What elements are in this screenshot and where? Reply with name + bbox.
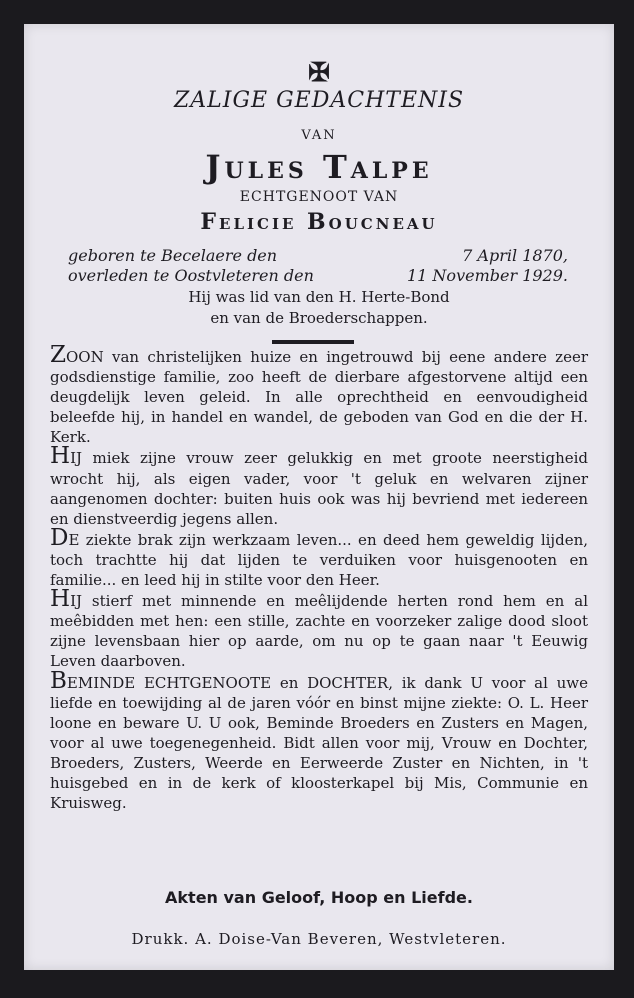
deceased-name: Jules Talpe: [205, 148, 433, 186]
drop-cap: Z: [50, 342, 66, 368]
paragraph: [50, 443, 588, 528]
death-date: 11 November 1929.: [406, 266, 568, 285]
paragraph-text: IJ miek zijne vrouw zeer gelukkig en met groote neerstigheid wrocht hij, als eigen vader, voor 't geluk en welvaren zijner aangenomen dochter: buiten huis ook was hij bevriend met iedereen en dienstveerdig jegens allen.: [50, 449, 588, 528]
paragraph-text: E ziekte brak zijn werkzaam leven... en deed hem geweldig lijden, toch trachtte hij dat lijden te verduiken voor huisgenooten en familie... en leed hij in stilte voor den Heer.: [50, 530, 588, 590]
paragraph: [50, 524, 588, 590]
printer-credit: Drukk. A. Doise-Van Beveren, Westvleteren.: [131, 930, 507, 948]
closing-prayer: Akten van Geloof, Hoop en Liefde.: [165, 888, 473, 907]
divider-rule: [272, 340, 354, 344]
cross-icon: ✠: [308, 58, 330, 88]
spouse-name: Felicie Boucneau: [200, 209, 438, 235]
drop-cap: H: [50, 586, 71, 613]
drop-cap: B: [50, 667, 67, 694]
van-label: VAN: [301, 128, 337, 143]
death-line: [68, 266, 568, 286]
paragraph-text: EMINDE ECHTGENOOTE en DOCHTER, ik dank U voor al uwe liefde en toewijding al de jaren vóór en binst mijne ziekte: O. L. Heer loone en beware U. U ook, Beminde Broeders en Zusters en Magen, voor al uwe toegenegenheid. Bidt allen voor mij, Vrouw en Dochter, Broeders, Zusters, Weerde en Eerweerde Zuster en Nichten, in 't huisgebed en in de kerk of kloosterkapel bij Mis, Communie en Kruisweg.: [50, 673, 588, 813]
paragraph-text: IJ stierf met minnende en meêlijdende herten rond hem en al meêbidden met hen: een stille, zachte en voorzeker zalige dood sloot zijne levensbaan hier op aarde, om nu op te gaan naar 't Eeuwig Leven daarboven.: [50, 592, 588, 671]
membership-line-2: en van de Broederschappen.: [210, 309, 428, 327]
drop-cap: H: [50, 443, 71, 470]
paragraph: [50, 586, 588, 671]
drop-cap: D: [50, 524, 69, 551]
birth-place: geboren te Becelaere den: [68, 246, 278, 265]
birth-date: 7 April 1870,: [462, 246, 568, 265]
memorial-card: [24, 24, 614, 970]
paragraph-text: OON van christelijken huize en ingetrouwd bij eene andere zeer godsdienstige familie, zoo heeft de dierbare afgestorvene altijd een deugdelijk leven geleid. In alle oprechtheid en eenvoudigheid beleefde hij, in handel en wandel, de geboden van God en die der H. Kerk.: [50, 348, 588, 447]
birth-line: [68, 246, 568, 266]
paragraph: [50, 342, 588, 447]
membership-line-1: Hij was lid van den H. Herte-Bond: [188, 288, 450, 306]
paragraph: [50, 667, 588, 814]
body-text: [50, 342, 588, 813]
death-place: overleden te Oostvleteren den: [68, 266, 314, 285]
card-heading: ZALIGE GEDACHTENIS: [173, 88, 465, 113]
spouse-of-label: ECHTGENOOT VAN: [239, 189, 399, 205]
